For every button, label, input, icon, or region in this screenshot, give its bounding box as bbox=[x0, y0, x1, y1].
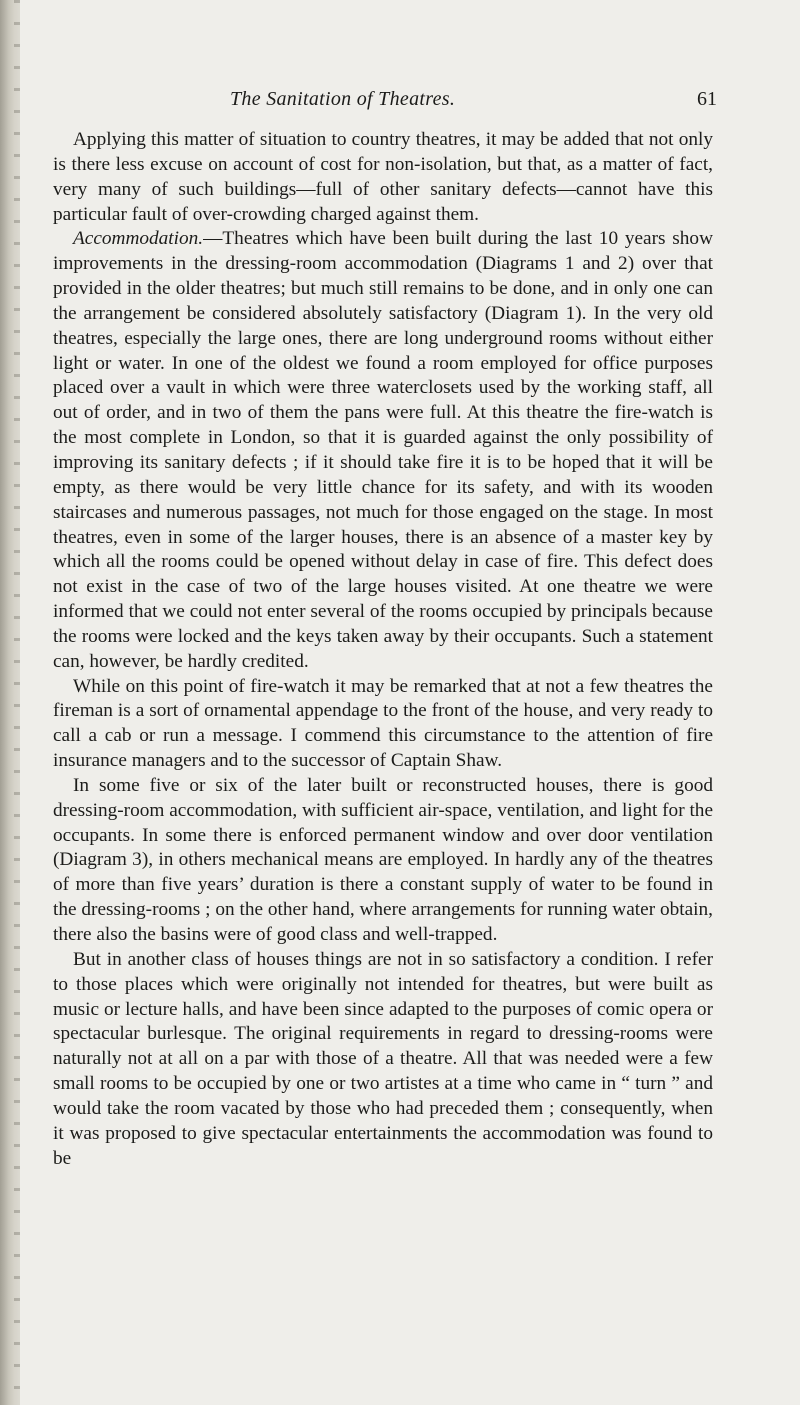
paragraph-2-lead: Accommodation. bbox=[73, 228, 204, 250]
paragraph-4 bbox=[53, 774, 713, 948]
page-number: 61 bbox=[697, 88, 717, 110]
paragraph-3-text: While on this point of fire-watch it may be remarked that at not a few theatres the fireman is a sort of ornamental appendage to the front of the house, and very ready to call a cab or run a message. I commend this circumstance to the attention of fire insurance managers and to the successor of Captain Shaw. bbox=[53, 675, 713, 772]
running-header-title: The Sanitation of Theatres. bbox=[230, 88, 456, 110]
paragraph-5 bbox=[53, 948, 713, 1172]
running-header bbox=[20, 88, 800, 114]
body-text bbox=[53, 128, 713, 1171]
paragraph-3 bbox=[53, 675, 713, 774]
paragraph-2-text: —Theatres which have been built during the last 10 years show improvements in the dressing-room accommodation (Diagrams 1 and 2) over that provided in the older theatres; but much still remains to be done, and in only one can the arrangement be considered absolutely satisfactory (Diagram 1). In the very old theatres, especially the large ones, there are long underground rooms without either light or water. In one of the oldest we found a room employed for office purposes placed over a vault in which were three waterclosets used by the working staff, all out of order, and in two of them the pans were full. At this theatre the fire-watch is the most complete in London, so that it is guarded against the only possibility of improving its sanitary defects ; if it should take fire it is to be hoped that it will be empty, as there would be very little chance for its safety, and with its wooden staircases and numerous passages, not much for those engaged on the stage. In most theatres, even in some of the larger houses, there is an absence of a master key by which all the rooms could be opened without delay in case of fire. This defect does not exist in the case of two of the large houses visited. At one theatre we were informed that we could not enter several of the rooms occupied by principals because the rooms were locked and the keys taken away by their occupants. Such a statement can, however, be hardly credited. bbox=[53, 228, 713, 672]
paragraph-1 bbox=[53, 128, 713, 227]
book-page bbox=[20, 0, 800, 1405]
paragraph-1-text: Applying this matter of situation to country theatres, it may be added that not only is there less excuse on account of cost for non-isolation, but that, as a matter of fact, very many of such buildings—full of other sanitary defects—cannot have this particular fault of over-crowding charged against them. bbox=[53, 129, 713, 225]
paragraph-2 bbox=[53, 227, 713, 674]
paragraph-5-text: But in another class of houses things are not in so satisfactory a condition. I refer to those places which were originally not intended for theatres, but were built as music or lecture halls, and have been since adapted to the purposes of comic opera or spectacular burlesque. The original requirements in regard to dressing-rooms were naturally not at all on a par with those of a theatre. All that was needed were a few small rooms to be occupied by one or two artistes at a time who came in “ turn ” and would take the room vacated by those who had preceded them ; consequently, when it was proposed to give spectacular entertainments the accommodation was found to be bbox=[53, 948, 713, 1169]
paragraph-4-text: In some five or six of the later built or reconstructed houses, there is good dressing-room accommodation, with sufficient air-space, ventilation, and light for the occupants. In some there is enforced permanent window and over door ventilation (Diagram 3), in others mechanical means are employed. In hardly any of the theatres of more than five years’ duration is there a constant supply of water to be found in the dressing-rooms ; on the other hand, where arrangements for running water obtain, there also the basins were of good class and well-trapped. bbox=[53, 774, 713, 945]
